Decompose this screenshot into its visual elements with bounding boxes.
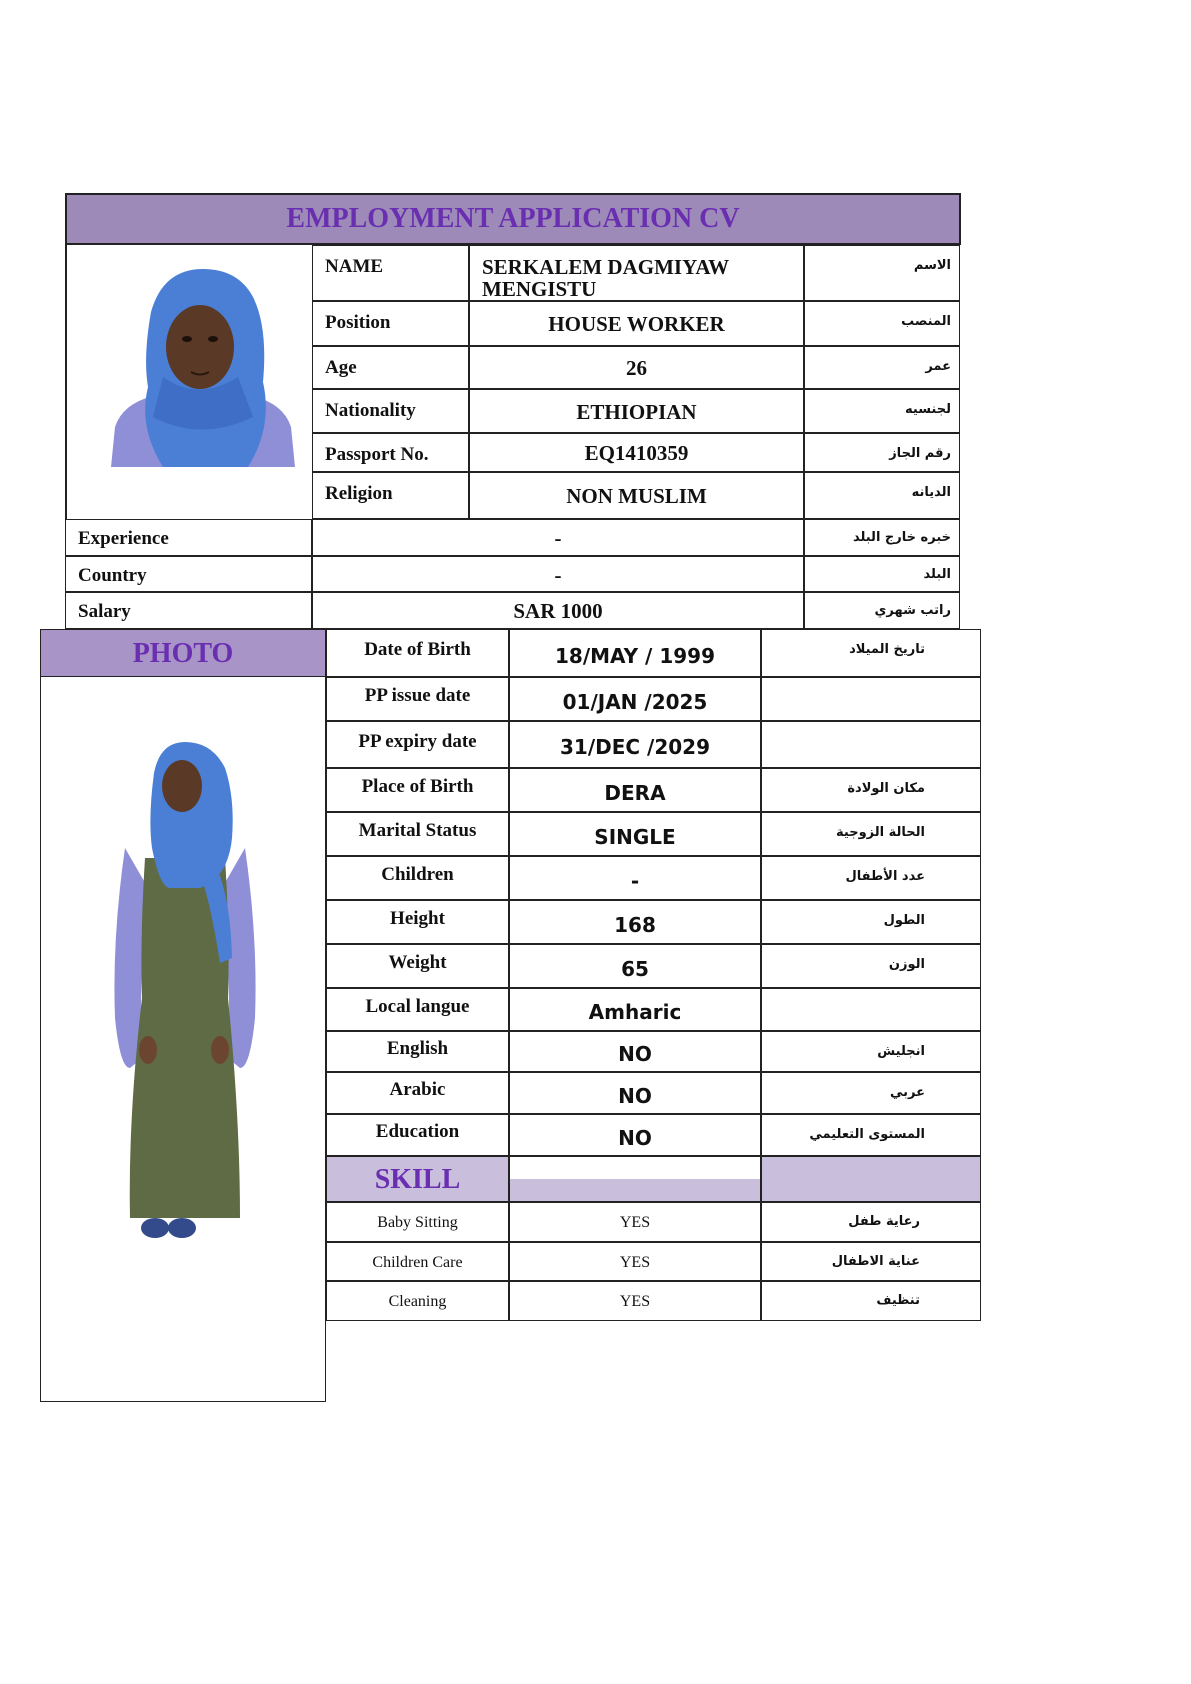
cv-title: EMPLOYMENT APPLICATION CV: [286, 203, 740, 234]
row-age-value: 26: [626, 356, 647, 380]
row-height-label-cell: [326, 900, 509, 944]
row-experience-value: -: [554, 526, 562, 550]
row-nationality-label: Nationality: [325, 400, 416, 421]
row-height-arabic: الطول: [883, 913, 925, 928]
row-english-label-cell: [326, 1031, 509, 1072]
row-weight-label-cell: [326, 944, 509, 988]
row-salary-value-cell: [312, 592, 804, 629]
row-local-langue-label: Local langue: [365, 996, 470, 1017]
row-local-langue-value-cell: [509, 988, 761, 1031]
skill-baby-sitting-arabic: رعاية طفل: [848, 1214, 920, 1229]
row-pp-expiry-date-arabic-cell: [761, 721, 981, 768]
row-weight-arabic: الوزن: [888, 957, 925, 972]
row-passport-no-value-cell: [469, 433, 804, 472]
row-height-arabic-cell: [761, 900, 981, 944]
row-passport-no-arabic: رقم الجاز: [889, 446, 951, 461]
row-marital-status-arabic: الحالة الزوجية: [836, 825, 925, 840]
row-arabic-label: Arabic: [389, 1079, 446, 1100]
row-education-label: Education: [375, 1121, 460, 1142]
row-height-label: Height: [390, 908, 445, 929]
row-country-label: Country: [78, 565, 147, 586]
skill-cleaning-arabic: تنظيف: [876, 1293, 920, 1308]
row-pp-expiry-date-arabic: [762, 722, 980, 734]
row-arabic-value-cell: [509, 1072, 761, 1114]
row-children-label: Children: [381, 864, 454, 885]
row-date-of-birth-arabic-cell: [761, 629, 981, 677]
photo-header: [40, 629, 326, 677]
row-nationality-value: ETHIOPIAN: [576, 400, 697, 424]
row-pp-issue-date-value-cell: [509, 677, 761, 721]
row-pp-issue-date-label: PP issue date: [364, 685, 471, 706]
row-religion-arabic: الديانه: [911, 485, 951, 500]
row-place-of-birth-arabic: مكان الولادة: [847, 781, 925, 796]
skill-children-care-label-cell: [326, 1242, 509, 1281]
row-position-arabic-cell: [804, 301, 960, 346]
row-salary-label-cell: [65, 592, 312, 629]
skill-children-care-arabic: عناية الاطفال: [831, 1254, 920, 1269]
row-name-value: SERKALEM DAGMIYAW MENGISTU: [482, 255, 729, 301]
row-marital-status-arabic-cell: [761, 812, 981, 856]
row-date-of-birth-label-cell: [326, 629, 509, 677]
row-marital-status-label-cell: [326, 812, 509, 856]
row-height-value: 168: [614, 913, 656, 937]
row-marital-status-label: Marital Status: [358, 820, 477, 841]
row-religion-label: Religion: [325, 483, 393, 504]
row-age-label-cell: [312, 346, 469, 389]
row-religion-label-cell: [312, 472, 469, 519]
row-religion-value-cell: [469, 472, 804, 519]
skill-children-care-value-cell: [509, 1242, 761, 1281]
row-name-value-cell: [469, 245, 804, 301]
row-arabic-arabic: عربي: [889, 1085, 925, 1100]
row-english-value: NO: [618, 1042, 652, 1066]
row-children-value-cell: [509, 856, 761, 900]
row-experience-arabic-cell: [804, 519, 960, 556]
skill-header-mid: [509, 1156, 761, 1202]
row-name-arabic: الاسم: [913, 258, 951, 273]
row-marital-status-value-cell: [509, 812, 761, 856]
row-salary-value: SAR 1000: [513, 599, 603, 623]
row-passport-no-label-cell: [312, 433, 469, 472]
row-local-langue-arabic-cell: [761, 988, 981, 1031]
row-local-langue-label-cell: [326, 988, 509, 1031]
full-body-photo: [100, 738, 270, 1248]
row-children-value: -: [630, 869, 640, 893]
row-children-arabic: عدد الأطفال: [845, 869, 925, 884]
row-salary-arabic-cell: [804, 592, 960, 629]
skill-children-care-label: Children Care: [372, 1254, 463, 1271]
skill-baby-sitting-label-cell: [326, 1202, 509, 1242]
row-place-of-birth-value-cell: [509, 768, 761, 812]
row-pp-expiry-date-label: PP expiry date: [358, 731, 477, 752]
row-nationality-arabic: لجنسيه: [905, 402, 951, 417]
row-nationality-label-cell: [312, 389, 469, 433]
row-english-arabic: انجليش: [877, 1044, 925, 1059]
row-english-label: English: [386, 1038, 449, 1059]
row-children-label-cell: [326, 856, 509, 900]
row-age-arabic: عمر: [925, 359, 951, 374]
row-pp-issue-date-arabic-cell: [761, 677, 981, 721]
row-weight-value: 65: [621, 957, 649, 981]
skill-baby-sitting-value-cell: [509, 1202, 761, 1242]
skill-cleaning-arabic-cell: [761, 1281, 981, 1321]
row-experience-label: Experience: [78, 528, 169, 549]
row-experience-value-cell: [312, 519, 804, 556]
row-local-langue-arabic: [762, 989, 980, 1001]
skill-header-right: [761, 1156, 981, 1202]
row-marital-status-value: SINGLE: [594, 825, 676, 849]
row-country-arabic: البلد: [923, 567, 951, 582]
row-age-arabic-cell: [804, 346, 960, 389]
row-experience-arabic: خبره خارج البلد: [852, 530, 951, 545]
row-passport-no-value: EQ1410359: [584, 441, 689, 465]
row-pp-expiry-date-value-cell: [509, 721, 761, 768]
row-pp-issue-date-label-cell: [326, 677, 509, 721]
row-name-label: NAME: [325, 256, 384, 277]
row-arabic-label-cell: [326, 1072, 509, 1114]
row-position-arabic: المنصب: [901, 314, 951, 329]
row-local-langue-value: Amharic: [588, 1000, 682, 1024]
row-age-label: Age: [325, 357, 357, 378]
row-place-of-birth-value: DERA: [604, 781, 666, 805]
skill-header: [326, 1156, 509, 1202]
row-position-label-cell: [312, 301, 469, 346]
row-nationality-value-cell: [469, 389, 804, 433]
row-name-arabic-cell: [804, 245, 960, 301]
row-nationality-arabic-cell: [804, 389, 960, 433]
row-position-value-cell: [469, 301, 804, 346]
skill-cleaning-label: Cleaning: [388, 1293, 447, 1310]
row-education-arabic: المستوى التعليمي: [809, 1127, 925, 1142]
row-position-label: Position: [325, 312, 391, 333]
row-height-value-cell: [509, 900, 761, 944]
row-weight-arabic-cell: [761, 944, 981, 988]
row-country-value-cell: [312, 556, 804, 592]
row-experience-label-cell: [65, 519, 312, 556]
row-passport-no-arabic-cell: [804, 433, 960, 472]
skill-children-care-value: YES: [619, 1254, 651, 1271]
skill-cleaning-value: YES: [619, 1293, 651, 1310]
row-pp-expiry-date-label-cell: [326, 721, 509, 768]
row-country-value: -: [554, 563, 562, 587]
row-date-of-birth-arabic: تاريخ الميلاد: [849, 642, 925, 657]
cv-header: [65, 193, 961, 245]
row-education-value: NO: [618, 1126, 652, 1150]
row-religion-arabic-cell: [804, 472, 960, 519]
skill-cleaning-value-cell: [509, 1281, 761, 1321]
row-country-arabic-cell: [804, 556, 960, 592]
skill-baby-sitting-arabic-cell: [761, 1202, 981, 1242]
portrait-photo: [103, 267, 303, 467]
row-position-value: HOUSE WORKER: [548, 312, 725, 336]
row-pp-issue-date-value: 01/JAN /2025: [562, 690, 708, 714]
row-salary-arabic: راتب شهري: [874, 603, 951, 618]
row-date-of-birth-value-cell: [509, 629, 761, 677]
row-pp-issue-date-arabic: [762, 678, 980, 690]
row-weight-value-cell: [509, 944, 761, 988]
row-pp-expiry-date-value: 31/DEC /2029: [559, 735, 710, 759]
photo-title: PHOTO: [132, 638, 234, 669]
row-education-value-cell: [509, 1114, 761, 1156]
row-place-of-birth-label: Place of Birth: [361, 776, 474, 797]
row-country-label-cell: [65, 556, 312, 592]
row-name-label-cell: [312, 245, 469, 301]
row-religion-value: NON MUSLIM: [566, 484, 707, 508]
row-english-value-cell: [509, 1031, 761, 1072]
row-passport-no-label: Passport No.: [325, 444, 429, 465]
row-children-arabic-cell: [761, 856, 981, 900]
skill-title: SKILL: [374, 1164, 461, 1195]
row-english-arabic-cell: [761, 1031, 981, 1072]
row-age-value-cell: [469, 346, 804, 389]
skill-cleaning-label-cell: [326, 1281, 509, 1321]
row-date-of-birth-label: Date of Birth: [364, 639, 471, 660]
skill-baby-sitting-value: YES: [619, 1214, 651, 1231]
row-weight-label: Weight: [388, 952, 447, 973]
row-arabic-value: NO: [618, 1084, 652, 1108]
row-education-label-cell: [326, 1114, 509, 1156]
row-salary-label: Salary: [78, 601, 131, 622]
row-place-of-birth-arabic-cell: [761, 768, 981, 812]
skill-baby-sitting-label: Baby Sitting: [377, 1214, 458, 1231]
row-education-arabic-cell: [761, 1114, 981, 1156]
row-date-of-birth-value: 18/MAY / 1999: [555, 644, 715, 668]
row-arabic-arabic-cell: [761, 1072, 981, 1114]
portrait-photo-cell: [65, 245, 312, 520]
row-place-of-birth-label-cell: [326, 768, 509, 812]
skill-children-care-arabic-cell: [761, 1242, 981, 1281]
